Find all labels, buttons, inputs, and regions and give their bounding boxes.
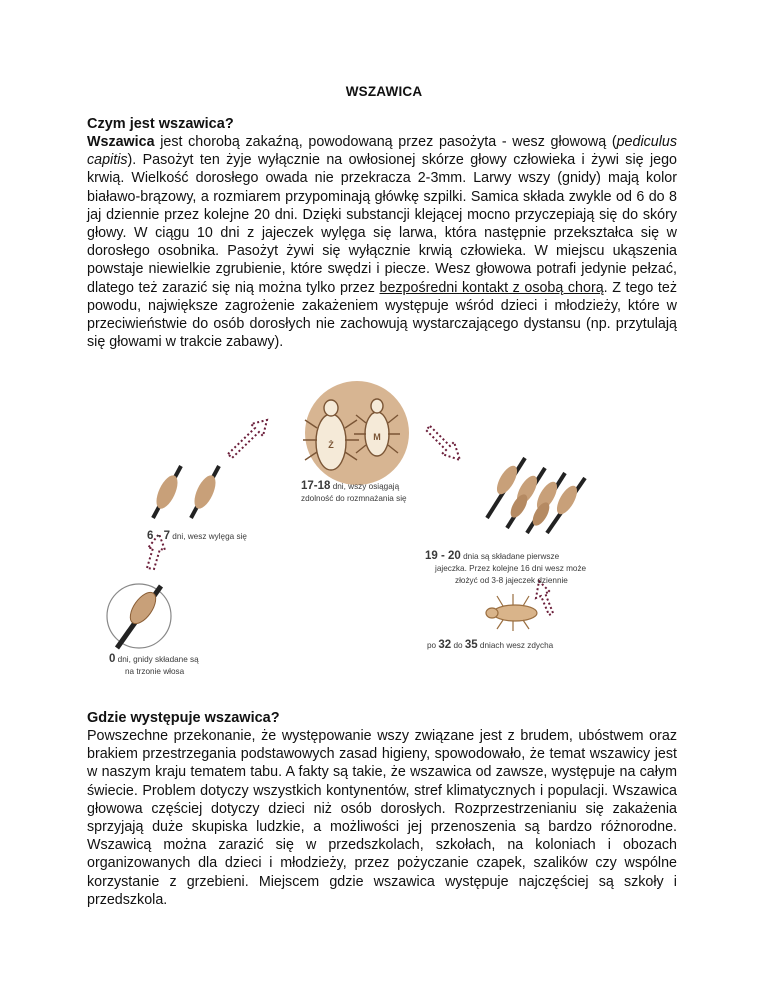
page-title: WSZAWICA	[345, 84, 423, 99]
section-heading-where: Gdzie występuje wszawica?	[87, 710, 280, 726]
stage-eggs-sublabel-2: złożyć od 3-8 jajeczek dziennie	[455, 576, 568, 585]
adult-lice-illustration	[303, 381, 409, 485]
section-paragraph-where: Powszechne przekonanie, że występowanie wszy związane jest z brudem, ubóstwem oraz brakiem przestrzegania podstawowych zasad higieny, spowodowało, że temat wszawicy jest w naszym kraju tematem tabu. A fakty są takie, że wszawica od zawsze, występuje na całym świecie. Problem dotyczy wszystkich kontynentów, stref klimatycznych i populacji. Wszawica głowowa częściej dotyczy dzieci niż osób dorosłych. Rozprzestrzenianiu się zakażenia sprzyjają duże skupiska ludzkie, a możliwości jej przenoszenia są bardzo różnorodne. Wszawicą można zarazić się w przedszkolach, szkołach, na koloniach i obozach organizowanych dla dzieci i młodzieży, przez pożyczanie czapek, szalików czy wspólne korzystanie z grzebieni. Miejscem gdzie wszawica występuje najczęściej są szkoły i przedszkola.	[87, 728, 677, 908]
stage-eggs-sublabel-1: jajeczka. Przez kolejne 16 dni wesz może	[435, 564, 587, 573]
stage-nit-sublabel: na trzonie włosa	[125, 667, 185, 676]
nit-on-hair-illustration	[107, 584, 171, 648]
stage-hatch-label: 6 - 7 dni, wesz wylęga się	[147, 530, 247, 542]
underlined-phrase: bezpośredni kontakt z osobą chorą	[379, 279, 604, 296]
dying-louse-icon	[486, 594, 537, 631]
stage-nit-label: 0 dni, gnidy składane są	[109, 653, 199, 665]
arrow-to-eggs	[426, 426, 460, 460]
stage-death-label: po 32 do 35 dniach wesz zdycha	[427, 639, 554, 651]
stage-adult-label: 17-18 dni, wszy osiągają	[301, 480, 400, 492]
latin-name: pediculus capitis	[87, 134, 677, 169]
lead-term: Wszawica	[87, 134, 155, 150]
section-heading-what-is: Czym jest wszawica?	[87, 116, 234, 132]
female-label: Ż	[328, 440, 334, 450]
paragraph-text: ). Pasożyt ten żyje wyłącznie na owłosionej skórze głowy człowieka i żywi się jego krwią. Wielkość dorosłego owada nie przekracza 2-3mm. Larwy wszy (gnidy) mają kolor białawo-brązowy, a rozmiarem przypominają główkę szpilki. Samica składa zwykle od 6 do 8 jaj dziennie przez kolejne 20 dni. Dzięki substancji klejącej mocno przyczepiają się do skóry głowy. W ciągu 10 dni z jajeczek wylęga się larwa, która następnie przekształca się w dorosłego osobnika. Pasożyt żywi się wyłącznie krwią człowieka. W miejscu ukąszenia powstaje niewielkie zgrubienie, które swędzi i piecze. Wesz głowowa potrafi jedynie pełzać, dlatego też zarazić się nią można tylko przez	[87, 152, 677, 296]
stage-eggs-label: 19 - 20 dnia są składane pierwsze	[425, 550, 560, 562]
arrow-to-adult	[228, 420, 267, 458]
paragraph-text: . Z tego też powodu, największe zagrożenie zakażeniem występuje wśród dzieci i młodzieży, które w przeciwieństwie do osób dorosłych nie zachowują wystarczającego dystansu (np. przytulają się głowami w trakcie zabawy).	[87, 279, 677, 351]
stage-adult-sublabel: zdolność do rozmnażania się	[301, 494, 407, 503]
arrow-to-death	[536, 581, 553, 615]
paragraph-text: jest chorobą zakaźną, powodowaną przez pasożyta - wesz głowową (	[154, 134, 617, 150]
hatching-nymphs-illustration	[152, 466, 220, 518]
eggs-on-hair-illustration	[487, 458, 585, 533]
lice-lifecycle-diagram	[95, 368, 635, 688]
male-label: M	[373, 432, 381, 442]
section-paragraph-what-is	[87, 133, 677, 351]
